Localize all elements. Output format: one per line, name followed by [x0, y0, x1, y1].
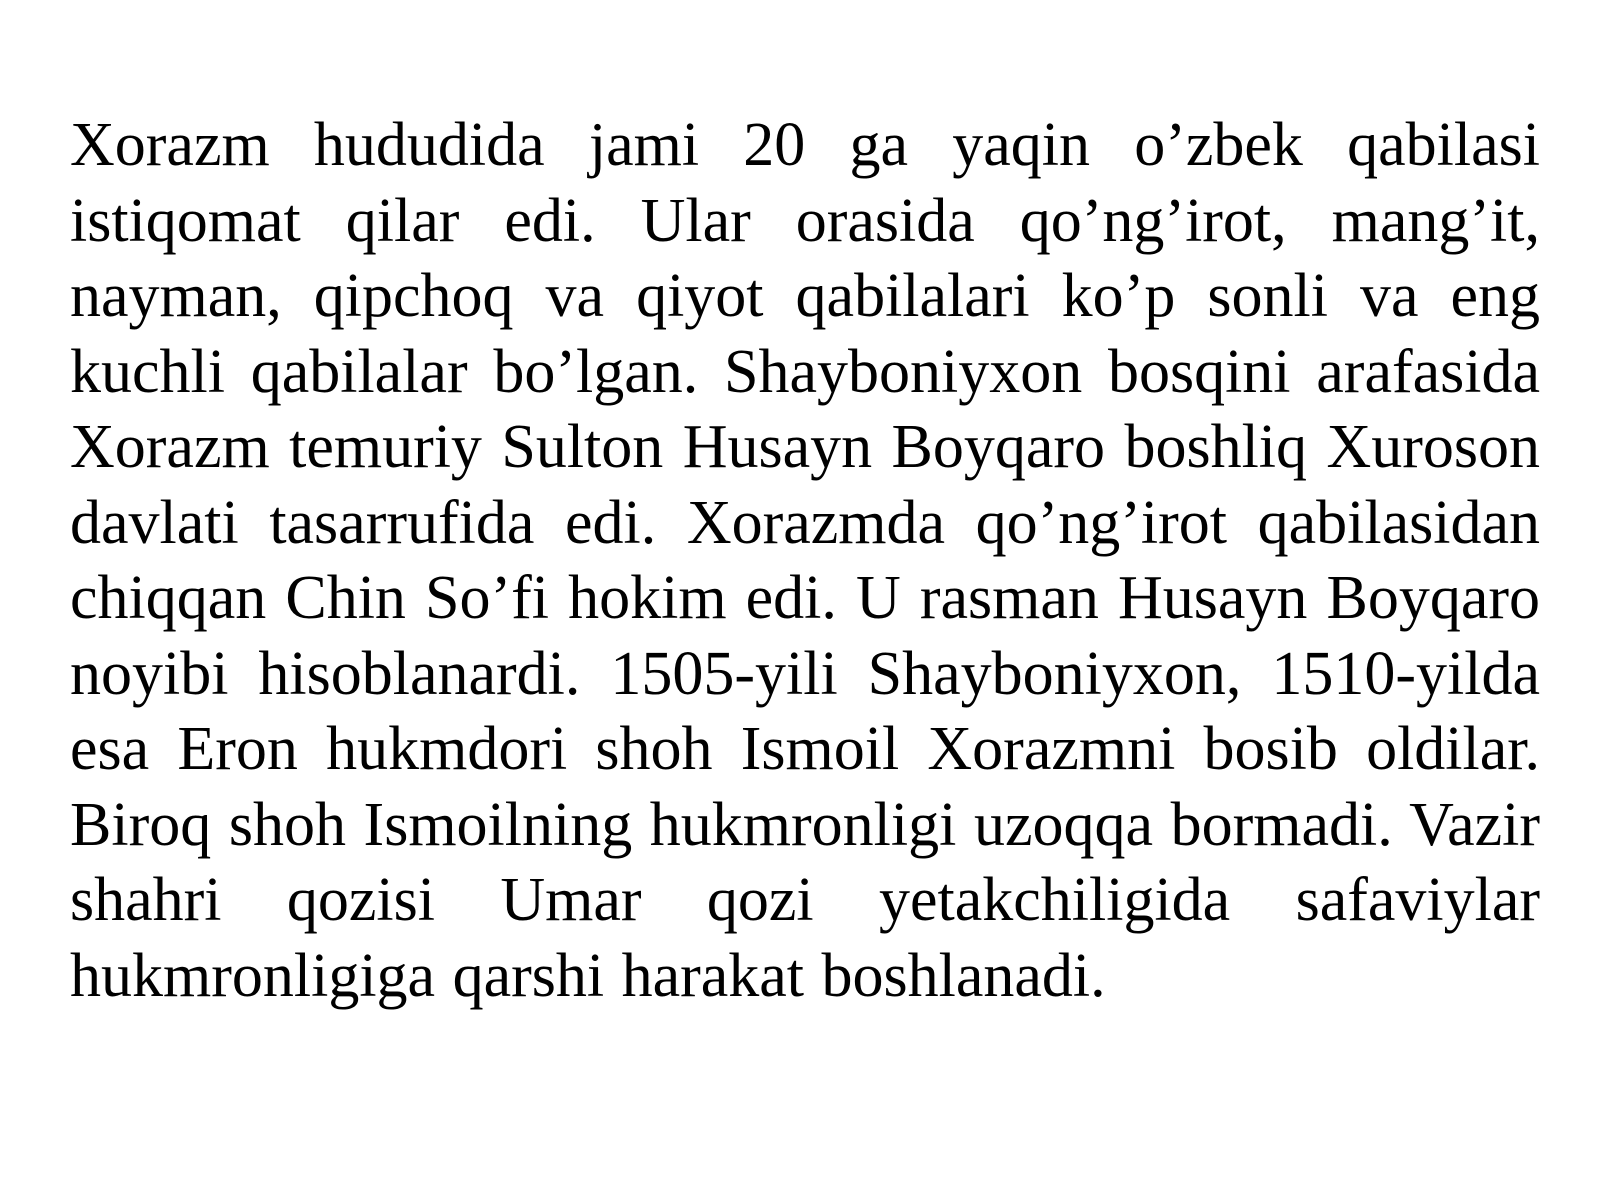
- body-paragraph: Xorazm hududida jami 20 ga yaqin o’zbek qabilasi istiqomat qilar edi. Ular orasida qo’ng’irot, mang’it, nayman, qipchoq va qiyot qabilalari ko’p sonli va eng kuchli qabilalar bo’lgan. Shayboniyxon bosqini arafasida Xorazm temuriy Sulton Husayn Boyqaro boshliq Xuroson davlati tasarrufida edi. Xorazmda qo’ng’irot qabilasidan chiqqan Chin So’fi hokim edi. U rasman Husayn Boyqaro noyibi hisoblanardi. 1505-yili Shayboniyxon, 1510-yilda esa Eron hukmdori shoh Ismoil Xorazmni bosib oldilar. Biroq shoh Ismoilning hukmronligi uzoqqa bormadi. Vazir shahri qozisi Umar qozi yetakchiligida safaviylar hukmronligiga qarshi harakat boshlanadi.: [70, 111, 1540, 1010]
